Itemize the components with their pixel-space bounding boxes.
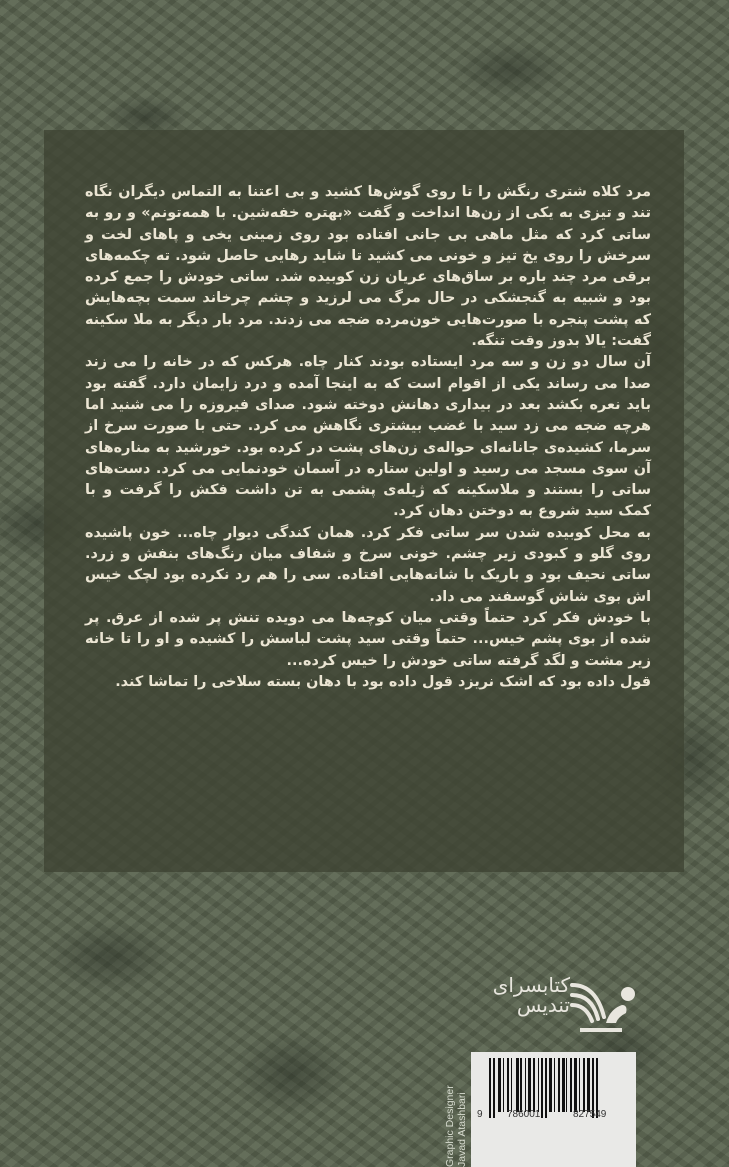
excerpt-paragraph-4: با خودش فکر کرد حتماً وقتی میان کوچه‌ها می دویده تنش پر شده از عرق. پر شده از بوی پشم خیس... حتماً وقتی سید پشت لباسش را کشیده و او را تا خانه زیر مشت و لگد گرفته ساتی خودش را خیس کرده... (85, 609, 651, 669)
back-cover-excerpt (85, 182, 651, 693)
publisher-name (470, 975, 570, 1015)
excerpt-paragraph-3: به محل کوبیده شدن سر ساتی فکر کرد. همان کندگی دیوار چاه... خون پاشیده روی گلو و کبودی زیر چشم. خونی سرخ و شفاف میان رنگ‌های بنفش و زرد. ساتی نحیف بود و باریک با شانه‌هایی افتاده. سی را هم رد نکرده بود لچک خیس اش بوی شاش گوسفند می داد. (85, 524, 651, 605)
excerpt-paragraph-2: آن سال دو زن و سه مرد ایستاده بودند کنار چاه. هرکس که در خانه را می زند صدا می رساند یکی از اقوام است که به اینجا آمده و درد زایمان دارد. گفته بود باید نعره بکشد بعد در بیداری دهانش دوخته شود. صدای فیروزه را می شنید اما هرچه ضجه می زد سید با غضب بیشتری نگاهش می کرد. حتی با صورت سرخ از سرما، کشیده‌ی جانانه‌ای حواله‌ی زن‌های پشت در کرده بود. خورشید به مناره‌های آن سوی مسجد می رسید و اولین ستاره در آسمان خودنمایی می کرد. دست‌های ساتی را بستند و ملاسکینه که ژیله‌ی پشمی به تن داشت فکش را گرفت و با کمک سید شروع به دوختن دهان کرد. (85, 354, 651, 520)
publisher-logo (470, 955, 640, 1045)
publisher-name-line-1: کتابسرای (492, 973, 570, 997)
barcode-lead-digit: 9 (477, 1109, 483, 1120)
publisher-logo-arcs-figure-icon (566, 955, 640, 1045)
barcode-left-digits: 786001 (507, 1109, 541, 1120)
designer-credit (444, 1052, 472, 1167)
designer-role: Graphic Designer (444, 1085, 456, 1167)
excerpt-paragraph-5: قول داده بود که اشک نریزد قول داده بود با دهان بسته سلاخی را تماشا کند. (115, 673, 651, 690)
publisher-name-line-2: تندیس (516, 993, 570, 1017)
isbn-barcode (471, 1052, 636, 1167)
barcode-right-digits: 827549 (573, 1109, 607, 1120)
designer-name: Javad Atashbari (456, 1092, 468, 1167)
excerpt-paragraph-1: مرد کلاه شتری رنگش را تا روی گوش‌ها کشید و بی اعتنا به التماس دیگران نگاه تند و تیزی به یکی از زن‌ها انداخت و گفت «بهتره خفه‌شین. با همه‌تونم» و رو به ساتی کرد که مثل ماهی بی جانی افتاده بود روی زمینی یخی و پاهای لخت و سرخش را روی یخ تیز و خونی می کشید تا شاید رهایی حاصل شود. ته چکمه‌های برقی مرد چند باره بر ساق‌های عریان زن کوبیده شد. ساتی خودش را جمع کرده بود و شبیه به گنجشکی در حال مرگ می لرزید و چشم چرخاند سمت بچه‌هایش که پشت پنجره با صورت‌هایی خون‌مرده ضجه می زدند. مرد بار دیگر به ملا سکینه گفت: یالا بدوز وقت تنگه. (85, 184, 651, 350)
